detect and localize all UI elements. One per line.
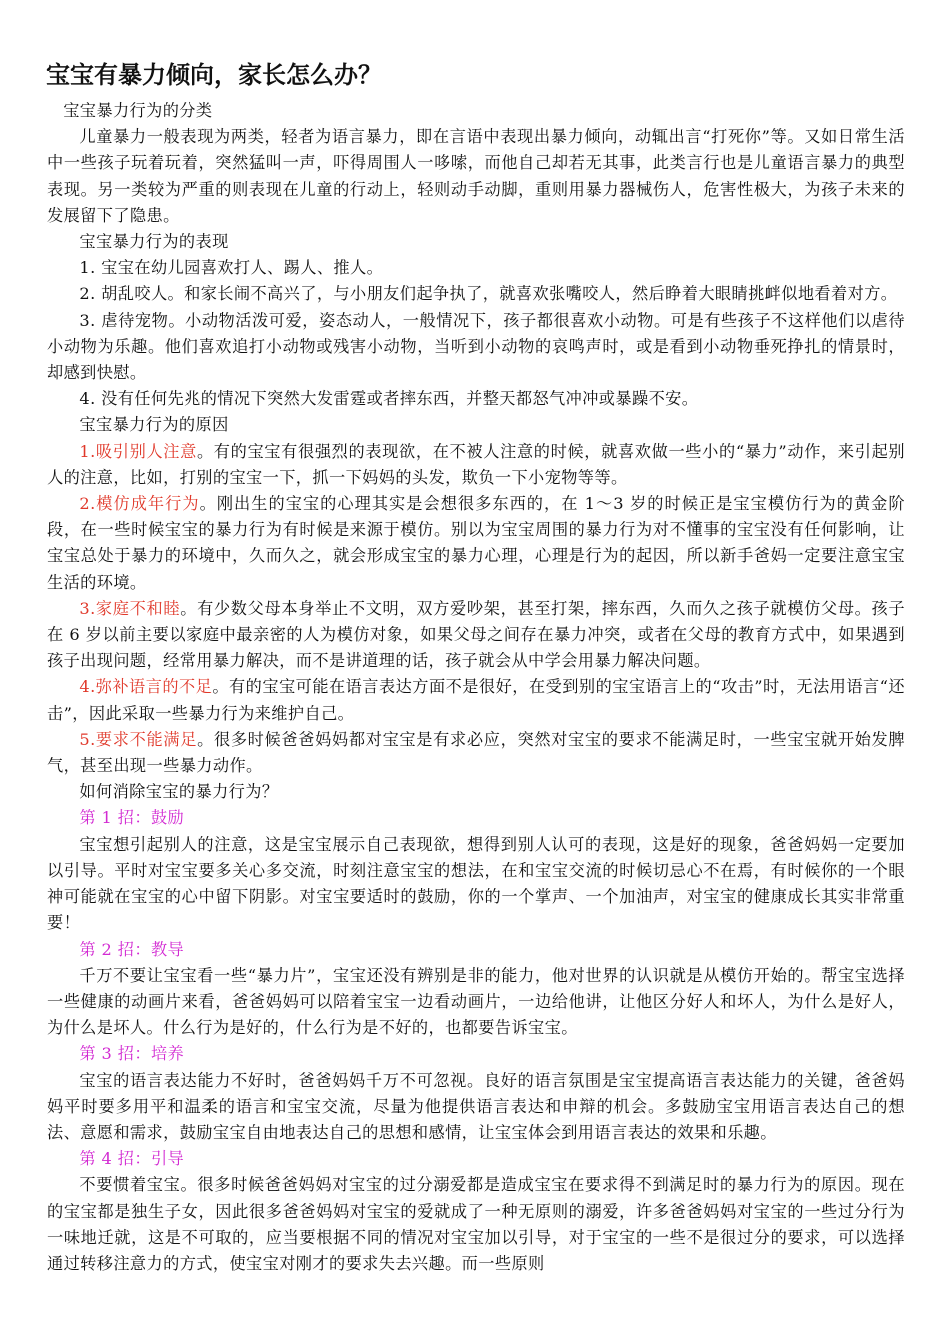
paragraph-classification: 儿童暴力一般表现为两类，轻者为语言暴力，即在言语中表现出暴力倾向，动辄出言“打死你”等。又如日常生活中一些孩子玩着玩着，突然猛叫一声，吓得周围人一哆嗦，而他自己却若无其事，此类言行也是儿童语言暴力的典型表现。另一类较为严重的则表现在儿童的行动上，轻则动手动脚，重则用暴力器械伤人，危害性极大，为孩子未来的发展留下了隐患。 (47, 127, 905, 225)
solution-label: 第 3 招：培养 (79, 1044, 185, 1064)
cause-text: 。有少数父母本身举止不文明，双方爱吵架，甚至打架，摔东西，久而久之孩子就模仿父母。孩子在 6 岁以前主要以家庭中最亲密的人为模仿对象，如果父母之间存在暴力冲突，或者在父母的教育方式中，如果遇到孩子出现问题，经常用暴力解决，而不是讲道理的话，孩子就会从中学会用暴力解决问题。 (47, 598, 905, 671)
cause-text: 。有的宝宝可能在语言表达方面不是很好，在受到别的宝宝语言上的“攻击”时，无法用语言“还击”，因此采取一些暴力行为来维护自己。 (47, 677, 905, 723)
list-item: 3. 虐待宠物。小动物活泼可爱，姿态动人，一般情况下，孩子都很喜欢小动物。可是有些孩子不这样他们以虐待小动物为乐趣。他们喜欢追打小动物或残害小动物，当听到小动物的哀鸣声时，或是看到小动物垂死挣扎的情景时，却感到快慰。 (47, 310, 905, 383)
cause-item (47, 596, 905, 675)
cause-text: 。有的宝宝有很强烈的表现欲，在不被人注意的时候，就喜欢做一些小的“暴力”动作，来引起别人的注意，比如，打别的宝宝一下，抓一下妈妈的头发，欺负一下小宠物等等。 (47, 441, 905, 487)
section-heading-solutions: 如何消除宝宝的暴力行为？ (79, 782, 279, 802)
solution-text: 宝宝的语言表达能力不好时，爸爸妈妈千万不可忽视。良好的语言氛围是宝宝提高语言表达能力的关键，爸爸妈妈平时要多用平和温柔的语言和宝宝交流，尽量为他提供语言表达和申辩的机会。多鼓励宝宝用语言表达自己的想法、意愿和需求，鼓励宝宝自由地表达自己的思想和感情，让宝宝体会到用语言表达的效果和乐趣。 (47, 1070, 905, 1142)
solution-text: 不要惯着宝宝。很多时候爸爸妈妈对宝宝的过分溺爱都是造成宝宝在要求得不到满足时的暴力行为的原因。现在的宝宝都是独生子女，因此很多爸爸妈妈对宝宝的爱就成了一种无原则的溺爱，许多爸爸妈妈对宝宝的一些过分行为一味地迁就，这是不可取的，应当要根据不同的情况对宝宝加以引导，对于宝宝的一些不是很过分的要求，可以选择通过转移注意力的方式，使宝宝对刚才的要求失去兴趣。而一些原则 (47, 1175, 905, 1273)
cause-text: 。很多时候爸爸妈妈都对宝宝是有求必应，突然对宝宝的要求不能满足时，一些宝宝就开始发脾气，甚至出现一些暴力动作。 (47, 729, 906, 776)
cause-label: 1.吸引别人注意 (79, 441, 197, 461)
section-heading-classification: 宝宝暴力行为的分类 (63, 101, 213, 120)
cause-item (47, 674, 905, 726)
cause-item (47, 727, 905, 779)
page-title: 宝宝有暴力倾向，家长怎么办？ (46, 61, 382, 89)
solution-label: 第 4 招：引导 (79, 1149, 185, 1169)
list-item: 1. 宝宝在幼儿园喜欢打人、踢人、推人。 (79, 258, 384, 278)
cause-item (47, 491, 905, 596)
solution-label: 第 2 招：教导 (79, 939, 185, 959)
cause-label: 5.要求不能满足 (79, 729, 198, 749)
section-heading-manifestation: 宝宝暴力行为的表现 (79, 232, 229, 252)
cause-text: 。刚出生的宝宝的心理其实是会想很多东西的，在 1～3 岁的时候正是宝宝模仿行为的黄金阶段，在一些时候宝宝的暴力行为有时候是来源于模仿。别以为宝宝周围的暴力行为对不懂事的宝宝没有任何影响，让宝宝总处于暴力的环境中，久而久之，就会形成宝宝的暴力心理，心理是行为的起因，所以新手爸妈一定要注意宝宝生活的环境。 (47, 494, 905, 592)
list-item: 4. 没有任何先兆的情况下突然大发雷霆或者摔东西，并整天都怒气冲冲或暴躁不安。 (79, 389, 699, 409)
cause-label: 4.弥补语言的不足 (79, 677, 213, 697)
article-body (47, 98, 905, 1277)
solution-text: 千万不要让宝宝看一些“暴力片”，宝宝还没有辨别是非的能力，他对世界的认识就是从模仿开始的。帮宝宝选择一些健康的动画片来看，爸爸妈妈可以陪着宝宝一边看动画片，一边给他讲，让他区分好人和坏人，为什么是好人，为什么是坏人。什么行为是好的，什么行为是不好的，也都要告诉宝宝。 (47, 965, 905, 1038)
cause-item (47, 439, 905, 491)
solution-label: 第 1 招：鼓励 (79, 808, 185, 828)
cause-label: 2.模仿成年行为 (79, 494, 200, 514)
cause-label: 3.家庭不和睦 (79, 598, 181, 618)
solution-text: 宝宝想引起别人的注意，这是宝宝展示自己表现欲，想得到别人认可的表现，这是好的现象，爸爸妈妈一定要加以引导。平时对宝宝要多关心多交流，时刻注意宝宝的想法，在和宝宝交流的时候切忌心不在焉，有时候你的一个眼神可能就在宝宝的心中留下阴影。对宝宝要适时的鼓励，你的一个掌声、一个加油声，对宝宝的健康成长其实非常重要！ (47, 834, 905, 933)
list-item: 2. 胡乱咬人。和家长闹不高兴了，与小朋友们起争执了，就喜欢张嘴咬人，然后睁着大眼睛挑衅似地看着对方。 (79, 284, 898, 304)
section-heading-causes: 宝宝暴力行为的原因 (79, 415, 229, 435)
